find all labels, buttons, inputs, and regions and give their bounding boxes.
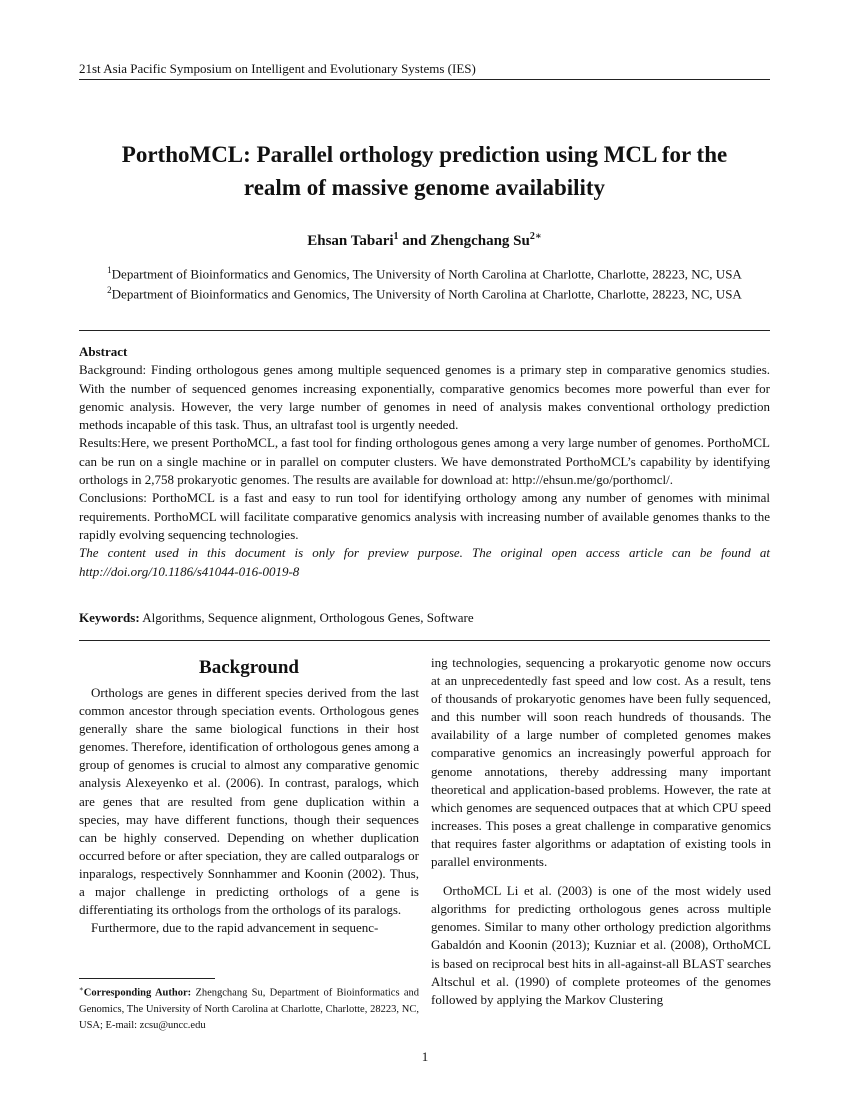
section-heading: Background: [199, 657, 299, 678]
affiliation: [79, 281, 770, 303]
author-name: Zhengchang Su: [430, 233, 530, 249]
affiliation-mark: 2: [107, 285, 112, 295]
author-affil-mark: 2∗: [529, 231, 542, 242]
running-head: 21st Asia Pacific Symposium on Intelligent and Evolutionary Systems (IES): [79, 61, 476, 76]
footnote-label: Corresponding Author:: [83, 987, 192, 999]
right-column: [431, 654, 771, 1009]
keywords-list: Algorithms, Sequence alignment, Orthologous Genes, Software: [139, 610, 474, 625]
abstract-results: Results:Here, we present PorthoMCL, a fast tool for finding orthologous genes among a very large number of genomes. PorthoMCL can be run on a single machine or in parallel on computer clusters. We have demonstrated PorthoMCL’s capability by identifying orthologs in 2,758 prokaryotic genomes. The results are available for download at: http://ehsun.me/go/porthomcl/.: [79, 435, 770, 488]
footnote-rule: [79, 978, 215, 979]
abstract-preview-note: The content used in this document is only for preview purpose. The original open access article can be found at http://doi.org/10.1186/s41044-016-0019-8: [79, 545, 770, 579]
title-line-1: PorthoMCL: Parallel orthology prediction using MCL for the: [121, 142, 728, 167]
body-paragraph: Orthologs are genes in different species derived from the last common ancestor through speciation events. Orthologous genes generally share the same biological functions in their host genomes. Therefore, identification of orthologous genes among a group of genomes is crucial to almost any comparative genomic analysis Alexeyenko et al. (2006). In contrast, paralogs, which are genes that are resulted from gene duplication within a species, may have different functions, though their sequences can be highly conserved. Depending on whether duplication occurred before or after speciation, they are called outparalogs or inparalogs, respectively Sonnhammer and Koonin (2002). Thus, a major challenge in predicting orthologs of a gene is differentiating its orthologs from the orthologs of its paralogs.: [79, 685, 419, 918]
footnote-mark: ∗: [79, 985, 84, 993]
affiliation-text: Department of Bioinformatics and Genomics, The University of North Carolina at Charlotte, Charlotte, 28223, NC, USA: [111, 266, 742, 282]
header-rule: [79, 79, 770, 80]
abstract-conclusions: Conclusions: PorthoMCL is a fast and easy to run tool for identifying orthology among any number of genomes with minimal requirements. PorthoMCL will facilitate comparative genomics analysis with increasing number of available genomes thanks to the rapidly evolving sequencing technologies.: [79, 490, 770, 542]
title-line-2: realm of massive genome availability: [243, 175, 606, 200]
affiliation: [79, 261, 770, 283]
abstract-top-rule: [79, 330, 770, 331]
affiliation-mark: 1: [107, 265, 112, 275]
author-affil-mark: 1: [393, 231, 399, 242]
author-list: [79, 227, 770, 251]
abstract-block: [79, 343, 770, 581]
left-column: [79, 656, 419, 937]
paper-title: [79, 138, 770, 204]
corresponding-author-footnote: [79, 981, 419, 1034]
keywords-label: Keywords:: [79, 610, 140, 625]
author-name: Ehsan Tabari: [307, 233, 394, 249]
abstract-background: Background: Finding orthologous genes among multiple sequenced genomes is a primary step in comparative genomics studies. With the number of sequenced genomes increasing exponentially, comparative genomics becomes more powerful than ever for genomic analysis. However, the very large number of genomes in need of analysis makes conventional orthology prediction methods incapable of this task. Thus, an ultrafast tool is urgently needed.: [79, 362, 770, 433]
keywords: [79, 609, 770, 627]
author-conjunction: and: [398, 233, 431, 249]
affiliation-text: Department of Bioinformatics and Genomics, The University of North Carolina at Charlotte, Charlotte, 28223, NC, USA: [111, 286, 742, 302]
body-paragraph: OrthoMCL Li et al. (2003) is one of the most widely used algorithms for predicting orthologous genes across multiple genomes. Similar to many other orthology prediction algorithms Gabaldón and Koonin (2013); Kuzniar et al. (2008), OrthoMCL is based on reciprocal best hits in all-against-all BLAST searches Altschul et al. (1990) of complete proteomes of the genomes followed by applying the Markov Clustering: [431, 883, 771, 1007]
abstract-heading: Abstract: [79, 344, 128, 359]
body-paragraph: ing technologies, sequencing a prokaryotic genome now occurs at an unprecedentedly fast speed and low cost. As a result, tens of thousands of prokaryotic genomes have been fully sequenced, and this number will soon reach hundreds of thousands. The availability of a large number of completed genomes makes comparative genomics an increasingly powerful approach for genome annotations, thereby addressing many important theoretical and application-based problems. However, the rate at which genomes are sequenced outpaces that at which CPU speed increases. This poses a great challenge in comparative genomics that requires faster algorithms or adaptation of existing tools in parallel environments.: [431, 655, 771, 870]
abstract-bottom-rule: [79, 640, 770, 641]
body-paragraph: Furthermore, due to the rapid advancement in sequenc-: [91, 920, 379, 936]
page-number: 1: [421, 1049, 429, 1064]
footnote-text: Zhengchang Su, Department of Bioinformatics and Genomics, The University of North Carolina at Charlotte, Charlotte, 28223, NC, USA; E-mail: zcsu@uncc.edu: [79, 987, 419, 1031]
